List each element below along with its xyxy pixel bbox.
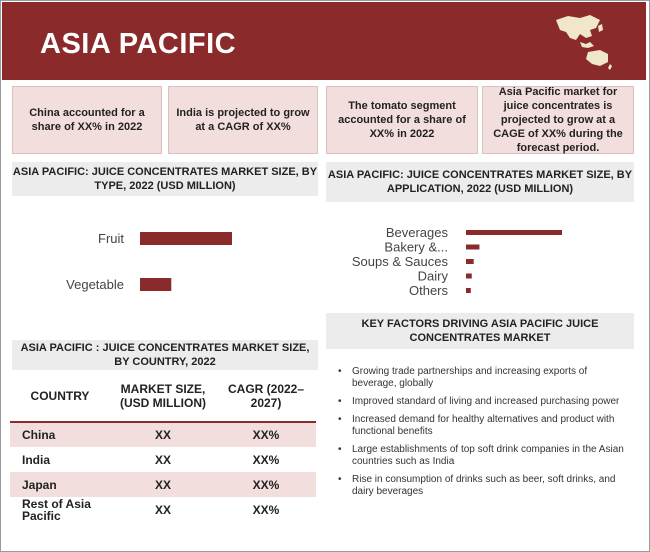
cell-country: Japan <box>10 472 110 497</box>
bullet-icon: • <box>338 366 342 377</box>
col-header-cagr: CAGR (2022–2027) <box>216 370 316 422</box>
table-row <box>10 422 316 447</box>
application-panel-title: ASIA PACIFIC: JUICE CONCENTRATES MARKET SIZE, BY APPLICATION, 2022 (USD MILLION) <box>326 162 634 202</box>
factors-panel-title: KEY FACTORS DRIVING ASIA PACIFIC JUICE CONCENTRATES MARKET <box>326 313 634 349</box>
cell-country: Rest of Asia Pacific <box>22 496 91 523</box>
bar <box>140 278 171 291</box>
list-item: • Improved standard of living and increased purchasing power <box>338 396 620 407</box>
cell-size: XX <box>110 422 216 447</box>
bar <box>140 232 232 245</box>
list-item: • Rise in consumption of drinks such as beer, soft drinks, and dairy beverages <box>338 474 616 497</box>
col-header-country: COUNTRY <box>10 370 110 422</box>
country-table-header <box>10 370 316 422</box>
bar-label: Bakery &... <box>384 239 448 255</box>
bar-label: Fruit <box>98 231 124 247</box>
type-bar-chart <box>12 204 318 324</box>
cell-cagr: XX% <box>216 472 316 497</box>
cell-cagr: XX% <box>252 502 280 517</box>
col-header-market-size: MARKET SIZE, (USD MILLION) <box>110 370 216 422</box>
map-landmass-asia <box>556 15 600 40</box>
fact-box-tomato: The tomato segment accounted for a share of XX% in 2022 <box>326 86 478 154</box>
header-banner <box>2 2 646 80</box>
bullet-icon: • <box>338 474 342 485</box>
bullet-icon: • <box>338 414 342 425</box>
bar-label: Dairy <box>417 268 448 284</box>
bar <box>466 288 471 293</box>
list-item: • Large establishments of top soft drink companies in the Asian countries such as India <box>338 444 624 467</box>
bullet-icon: • <box>338 444 342 455</box>
bar <box>466 245 479 250</box>
map-landmass-japan <box>598 24 603 32</box>
table-row <box>10 497 316 522</box>
country-table <box>10 370 316 522</box>
table-row <box>10 447 316 472</box>
fact-box-asia-pacific: Asia Pacific market for juice concentrates is projected to grow at a CAGE of XX% during the forecast period. <box>482 86 634 154</box>
page-title: ASIA PACIFIC <box>40 28 237 60</box>
application-bar-chart <box>326 220 634 302</box>
list-item: • Growing trade partnerships and increasing exports of beverage, globally <box>338 366 588 389</box>
bar-label: Others <box>408 283 448 299</box>
cell-size: XX <box>154 502 171 517</box>
bar <box>466 274 472 279</box>
table-row <box>10 472 316 497</box>
cell-country: India <box>22 452 51 467</box>
cell-size: XX <box>154 452 171 467</box>
bar <box>466 230 562 235</box>
asia-pacific-map-icon <box>550 12 614 72</box>
factors-list <box>336 366 626 504</box>
type-panel-title: ASIA PACIFIC: JUICE CONCENTRATES MARKET SIZE, BY TYPE, 2022 (USD MILLION) <box>12 162 318 196</box>
cell-size: XX <box>110 472 216 497</box>
cell-cagr: XX% <box>216 422 316 447</box>
map-landmass-nz <box>608 64 612 70</box>
country-panel-title: ASIA PACIFIC : JUICE CONCENTRATES MARKET SIZE, BY COUNTRY, 2022 <box>12 340 318 370</box>
fact-box-china: China accounted for a share of XX% in 2022 <box>12 86 162 154</box>
bar-label: Beverages <box>385 225 448 241</box>
list-item: • Increased demand for healthy alternatives and product with functional benefits <box>338 414 615 437</box>
fact-box-india: India is projected to grow at a CAGR of XX% <box>168 86 318 154</box>
cell-cagr: XX% <box>252 452 280 467</box>
bullet-icon: • <box>338 396 342 407</box>
bar <box>466 259 474 264</box>
cell-country: China <box>10 422 110 447</box>
bar-label: Soups & Sauces <box>351 254 448 270</box>
map-landmass-australia <box>586 50 608 66</box>
bar-label: Vegetable <box>66 277 124 293</box>
map-landmass-sea <box>580 42 594 48</box>
